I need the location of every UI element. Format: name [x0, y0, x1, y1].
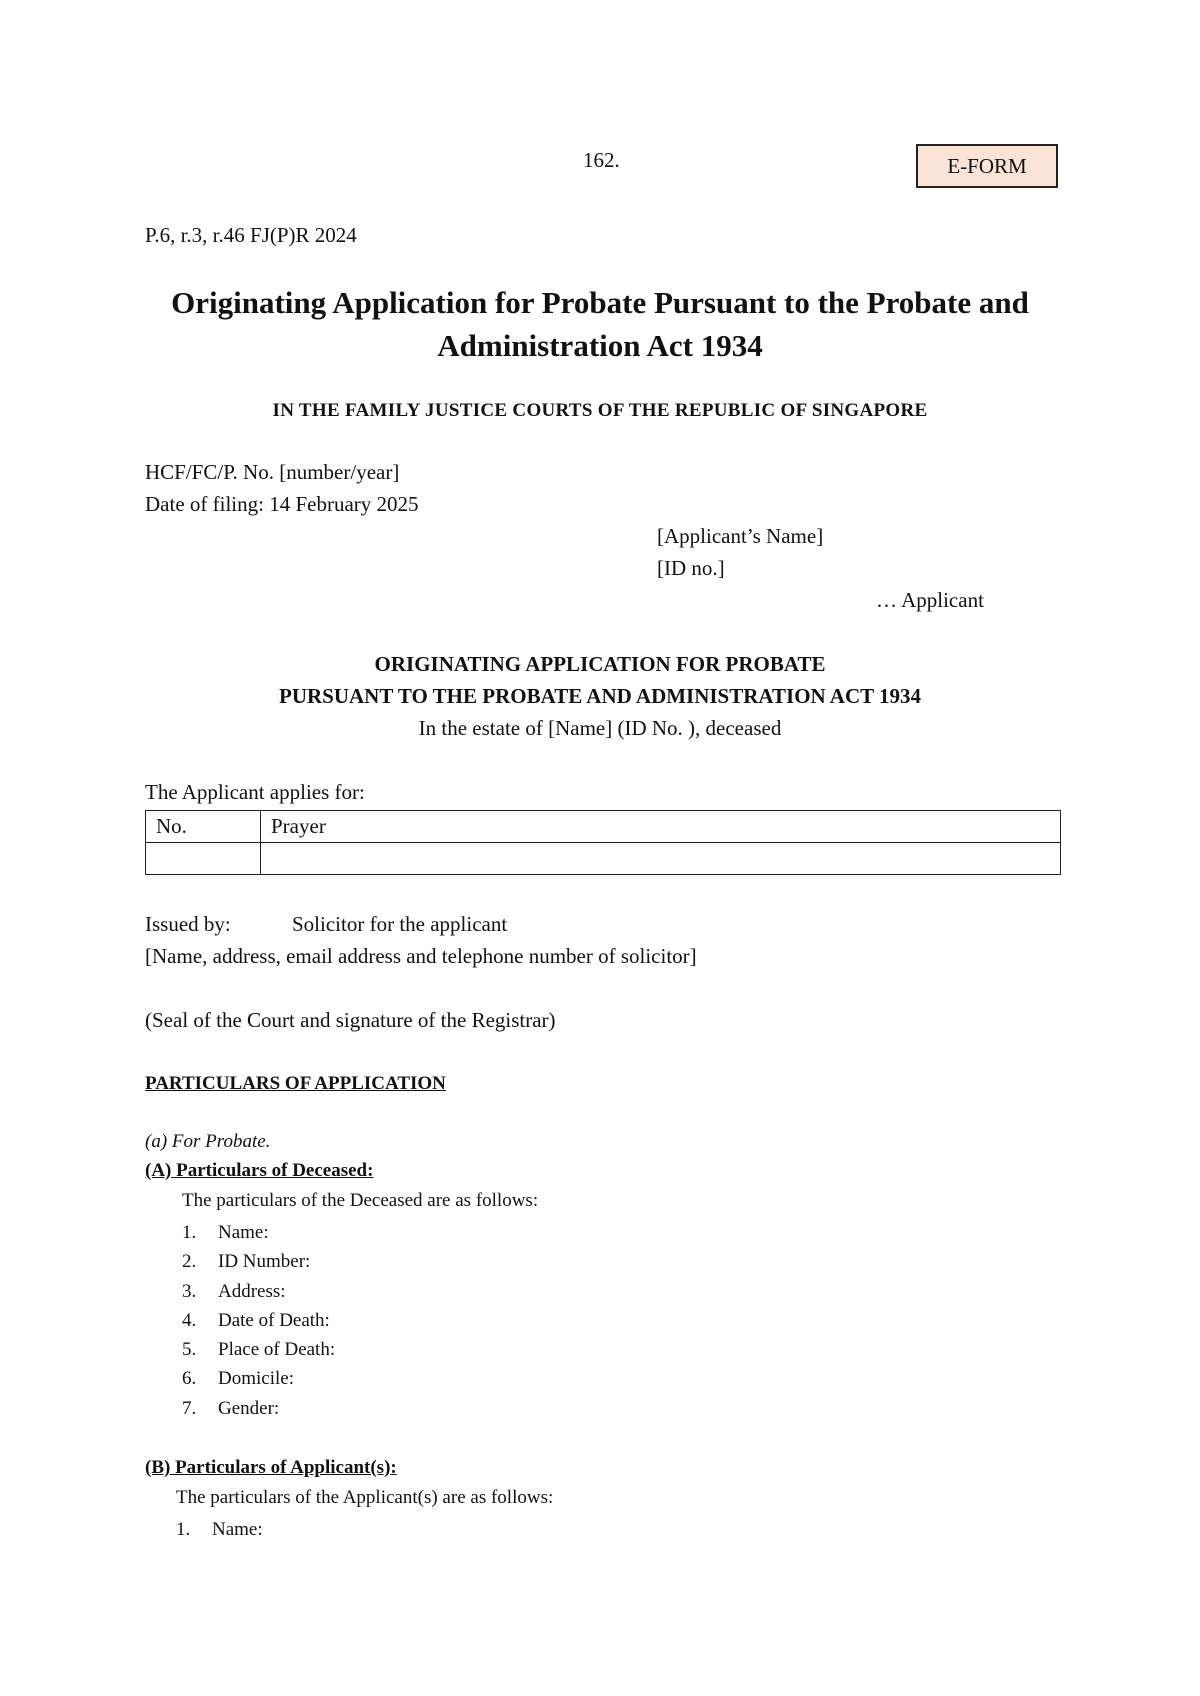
application-heading-line-1: ORIGINATING APPLICATION FOR PROBATE	[374, 652, 826, 676]
subsection-marker: (a)	[145, 1131, 168, 1152]
section-b-heading: (B) Particulars of Applicant(s):	[145, 1457, 397, 1478]
list-item-number: 5.	[182, 1339, 197, 1361]
issued-by-label: Issued by:	[145, 912, 231, 936]
section-a-intro: The particulars of the Deceased are as follows:	[182, 1190, 539, 1211]
list-item-label: Name:	[212, 1519, 263, 1540]
court-name: IN THE FAMILY JUSTICE COURTS OF THE REPUBLIC OF SINGAPORE	[272, 400, 928, 421]
list-item	[182, 1218, 335, 1247]
list-item	[182, 1247, 335, 1276]
table-row	[146, 843, 1061, 875]
list-item-number: 1.	[182, 1222, 197, 1243]
list-item-label: Date of Death:	[218, 1309, 330, 1331]
list-item-number: 4.	[182, 1309, 197, 1331]
page-number: 162.	[583, 148, 620, 172]
applicant-role: … Applicant	[876, 588, 984, 612]
prayer-table-header-row	[146, 811, 1061, 843]
particulars-heading: PARTICULARS OF APPLICATION	[145, 1073, 446, 1094]
application-heading-line-2: PURSUANT TO THE PROBATE AND ADMINISTRATION ACT 1934	[279, 684, 921, 708]
prayer-cell-no	[146, 843, 261, 875]
section-a-heading: (A) Particulars of Deceased:	[145, 1160, 374, 1181]
applies-for-intro: The Applicant applies for:	[145, 780, 365, 804]
list-item	[182, 1277, 335, 1306]
applicant-id: [ID no.]	[657, 556, 725, 580]
list-item-number: 2.	[182, 1251, 197, 1273]
case-number: HCF/FC/P. No. [number/year]	[145, 460, 400, 484]
list-item-label: Gender:	[218, 1397, 280, 1419]
list-item-number: 1.	[176, 1519, 191, 1540]
deceased-particulars-list	[182, 1218, 335, 1423]
prayer-cell-prayer	[261, 843, 1061, 875]
list-item-number: 6.	[182, 1368, 197, 1390]
issued-by-value: Solicitor for the applicant	[292, 912, 508, 936]
list-item-number: 7.	[182, 1397, 197, 1419]
section-b-intro: The particulars of the Applicant(s) are as follows:	[176, 1487, 554, 1508]
document-title: Originating Application for Probate Pursuant to the Probate and Administration Act 1934	[171, 285, 1029, 363]
list-item	[182, 1394, 335, 1423]
seal-note: (Seal of the Court and signature of the Registrar)	[145, 1008, 556, 1032]
applicant-name: [Applicant’s Name]	[657, 524, 824, 548]
applicant-particulars-list	[176, 1515, 263, 1544]
filing-date: Date of filing: 14 February 2025	[145, 492, 419, 516]
rule-reference: P.6, r.3, r.46 FJ(P)R 2024	[145, 223, 357, 247]
list-item-label: Address:	[218, 1280, 286, 1302]
list-item-label: Place of Death:	[218, 1339, 336, 1361]
list-item-label: Domicile:	[218, 1368, 294, 1390]
list-item-number: 3.	[182, 1280, 197, 1302]
subsection-for-probate	[145, 1131, 270, 1153]
prayer-header-no: No.	[146, 811, 261, 843]
estate-line: In the estate of [Name] (ID No. ), deceased	[418, 716, 782, 740]
prayer-header-prayer: Prayer	[261, 811, 1061, 843]
list-item	[182, 1364, 335, 1393]
prayer-table	[145, 810, 1061, 875]
solicitor-details: [Name, address, email address and telephone number of solicitor]	[145, 944, 697, 968]
e-form-badge	[916, 144, 1058, 188]
list-item-label: ID Number:	[218, 1251, 311, 1273]
list-item-label: Name:	[218, 1222, 269, 1243]
e-form-badge-label: E-FORM	[947, 153, 1027, 178]
list-item	[176, 1515, 263, 1544]
list-item	[182, 1306, 335, 1335]
subsection-label: For Probate.	[171, 1131, 271, 1152]
list-item	[182, 1335, 335, 1364]
